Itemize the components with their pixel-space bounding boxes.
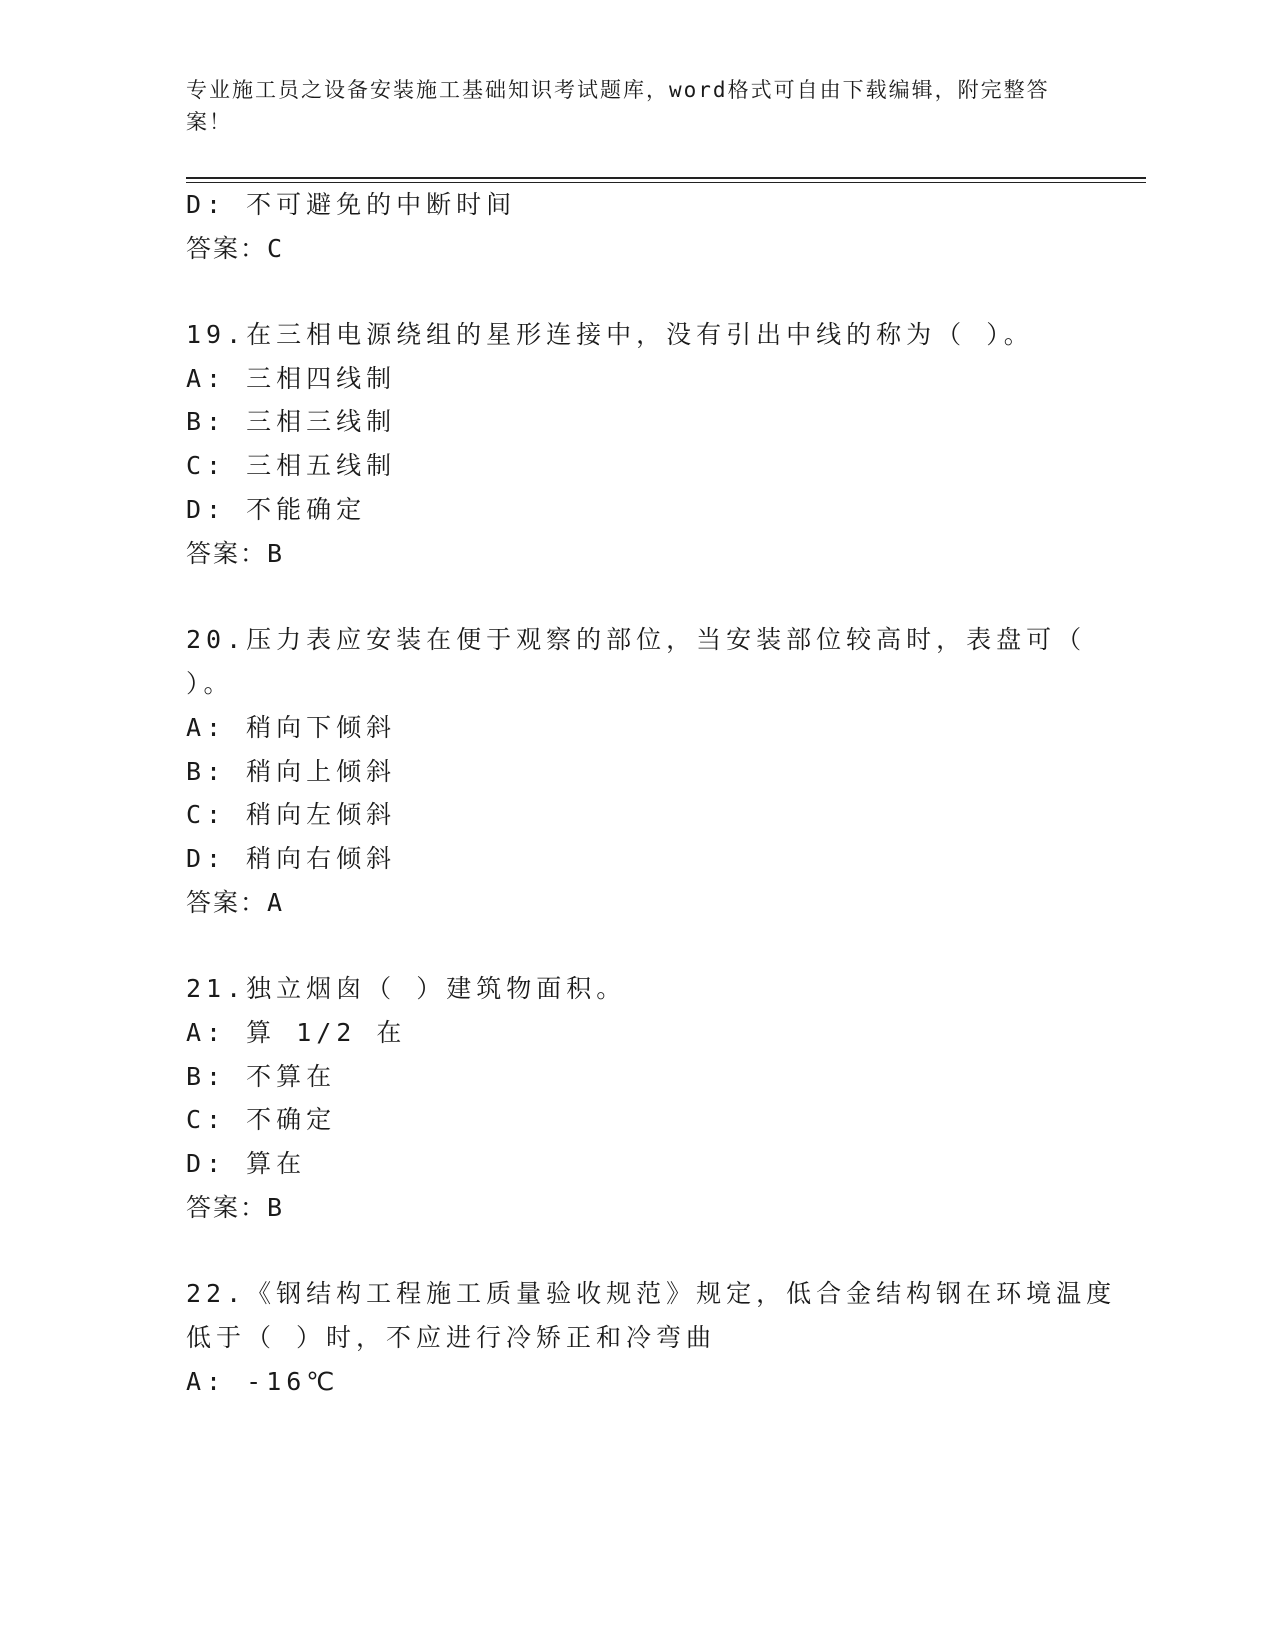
answer-line [186, 1191, 282, 1225]
answer-line [186, 232, 282, 266]
document-header: 专业施工员之设备安装施工基础知识考试题库，word格式可自由下载编辑，附完整答案！ [186, 78, 1050, 134]
option-c: C: 不确定 [186, 1105, 337, 1134]
header-divider-thin [186, 182, 1146, 183]
header-divider [186, 177, 1146, 179]
option-a: A: 稍向下倾斜 [186, 713, 397, 742]
question-stem: 20.压力表应安装在便于观察的部位，当安装部位较高时，表盘可（ [186, 625, 1087, 654]
question-stem: 21.独立烟囱（ ）建筑物面积。 [186, 974, 627, 1003]
answer-label: 答案： [186, 539, 268, 568]
option-a: A: 三相四线制 [186, 364, 397, 393]
option-c: C: 稍向左倾斜 [186, 800, 397, 829]
answer-line [186, 537, 282, 571]
answer-value: A [267, 888, 283, 917]
answer-label: 答案： [186, 888, 268, 917]
answer-value: B [267, 1193, 283, 1222]
option-d: D: 稍向右倾斜 [186, 844, 397, 873]
answer-label: 答案： [186, 234, 268, 263]
question-stem: 22.《钢结构工程施工质量验收规范》规定，低合金结构钢在环境温度 [186, 1279, 1117, 1308]
option-a: A: 算 1/2 在 [186, 1018, 407, 1047]
question-stem: 19.在三相电源绕组的星形连接中，没有引出中线的称为（ ）。 [186, 320, 1034, 349]
option-d: D: 算在 [186, 1149, 307, 1178]
option-c: C: 三相五线制 [186, 451, 397, 480]
answer-value: B [267, 539, 283, 568]
option-a: A: -16℃ [186, 1367, 340, 1396]
question-stem-continued: 低于（ ）时，不应进行冷矫正和冷弯曲 [186, 1323, 717, 1352]
option-b: B: 稍向上倾斜 [186, 757, 397, 786]
answer-label: 答案： [186, 1193, 268, 1222]
option-b: B: 三相三线制 [186, 407, 397, 436]
answer-line [186, 886, 282, 920]
option-d: D: 不可避免的中断时间 [186, 190, 517, 219]
answer-value: C [267, 234, 283, 263]
option-d: D: 不能确定 [186, 495, 367, 524]
option-b: B: 不算在 [186, 1062, 337, 1091]
question-stem-continued: ）。 [186, 669, 234, 698]
